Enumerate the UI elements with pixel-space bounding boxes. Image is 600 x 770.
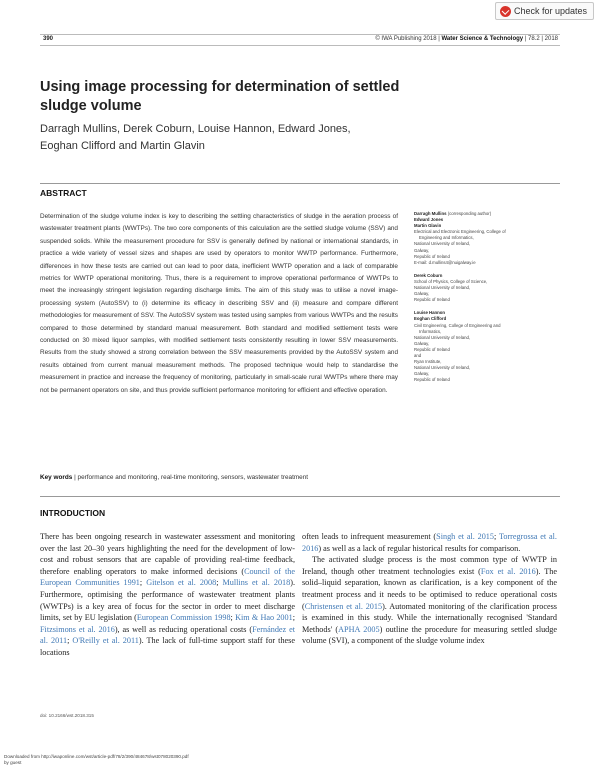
check-for-updates-label: Check for updates — [513, 6, 587, 16]
citation-link[interactable]: Fitzsimons et al. 2016 — [40, 624, 115, 634]
citation-link[interactable]: Torregrossa et al. 2016 — [302, 532, 557, 553]
abstract-heading: ABSTRACT — [40, 188, 87, 198]
doi: doi: 10.2166/wst.2018.315 — [40, 713, 94, 718]
abstract-rule — [40, 183, 560, 184]
intro-left-column — [40, 531, 295, 659]
affiliation-block: Darragh Mullins (corresponding author) Edward Jones Martin Glavin Electrical and Electronic Engineering, College of Engineering and Informatics, National University of Ireland, Galway, Republic of Ireland E-mail: d.mullins4@nuigalway.ie — [414, 211, 554, 266]
publisher: © IWA Publishing 2018 — [375, 36, 437, 42]
citation-link[interactable]: Fernández et al. 2011 — [40, 624, 295, 646]
download-notice: Downloaded from http://iwaponline.com/wst/article-pdf/78/2/390/484678/wst078020390.pdf by guest — [4, 754, 189, 765]
year: 2018 — [544, 36, 558, 42]
citation-link[interactable]: APHA 2005 — [338, 624, 380, 634]
abstract-text: Determination of the sludge volume index is key to describing the settling characteristics of sludge in the aeration process of wastewater treatment plants (WWTPs). The two core components of this calculation are the settled sludge volume (SSV) and suspended solids. While the measurement procedure for SSV is generally defined by national or international standards, in practice a wide variety of vessel sizes and shapes are used by operators to monitor WWTP performance. Furthermore, differences in how these tests are carried out can lead to poor data, inefficient WWTP operation and a lack of comparable metrics for WWTP operational monitoring. Thus, there is a requirement to improve operational performance of WWTPs to meet the increasingly stringent legislation regarding discharge limits. The aim of this study was to utilise a novel image-processing system (AutoSSV) to (i) determine its efficacy in describing SSV and (ii) measure and compare different methodologies for measurement of SSV. The AutoSSV system was tested using samples from various WWTPs and the results compared to those determined by standard manual measurement. Both standard and modified settlement tests were conducted on 30 mixed liquor samples, with modified settlement tests consistently resulting in lower SSV measurements. Results from the study showed a strong correlation between the SSV measurements provided by the AutoSSV system and results obtained from current manual measurement methods. The proposed technique would help to standardise the measurement in practice and increase the frequency of monitoring, particularly in small-scale rural WWTPs where there may not be permanent operators on site, and thus provide sufficient performance monitoring for efficient and effective operation. — [40, 213, 398, 394]
header-bottom-rule — [40, 45, 560, 46]
intro-right-column — [302, 531, 557, 647]
citation-link[interactable]: O'Reilly et al. 2011 — [72, 636, 139, 646]
volume: 78.2 — [528, 36, 540, 42]
article-title: Using image processing for determination of settled sludge volume — [40, 79, 400, 114]
introduction-rule — [40, 496, 560, 497]
intro-paragraph: The activated sludge process is the most common type of WWTP in Ireland, though other treatment technologies exist (Fox et al. 2016). The solid–liquid separation, known as clarification, is a key component of the treatment process and it needs to be optimised to reduce operational costs (Christensen et al. 2015). Automated monitoring of the clarification process is examined in this study. While the internationally recognised 'Standard Methods' (APHA 2005) outline the procedure for measuring settled sludge volume (SVI), a component of the sludge volume index — [302, 555, 558, 646]
affiliation-block: Louise Hannon Eoghan Clifford Civil Engineering, College of Engineering and Informatics, National University of Ireland, Galway, Republic of Ireland and Ryan Institute, National University of Ireland, Galway, Republic of Ireland — [414, 310, 501, 383]
article-authors: Darragh Mullins, Derek Coburn, Louise Hannon, Edward Jones, Eoghan Clifford and Martin Glavin — [40, 123, 351, 152]
check-icon — [500, 6, 511, 17]
corresponding-email: E-mail: d.mullins4@nuigalway.ie — [414, 259, 476, 265]
intro-paragraph: There has been ongoing research in wastewater assessment and monitoring over the last 20–30 years highlighting the need for the development of low-cost and robust sensors that are capable of providing real-time feedback, therefore enabling operators to make informed decisions (Council of the European Communities 1991; Gitelson et al. 2008; Mullins et al. 2018). Furthermore, optimising the performance of wastewater treatment plants (WWTPs) is a key area of focus for the sector in order to meet discharge limits, set by EU legislation (European Commission 1998; Kim & Hao 2001; Fitzsimons et al. 2016), as well as reducing operational costs (Fernández et al. 2011; O'Reilly et al. 2011). The lack of full-time support staff for these locations — [40, 532, 296, 657]
introduction-heading: INTRODUCTION — [40, 508, 106, 518]
journal-header: © IWA Publishing 2018 | Water Science & Technology | 78.2 | 2018 — [375, 36, 558, 42]
citation-link[interactable]: Christensen et al. 2015 — [304, 601, 383, 611]
header-top-rule — [40, 34, 560, 35]
citation-link[interactable]: Singh et al. 2015 — [436, 532, 494, 541]
affiliation-block: Derek Coburn School of Physics, College of Science, National University of Ireland, Galway, Republic of Ireland — [414, 272, 488, 303]
journal-name: Water Science & Technology — [441, 36, 524, 42]
intro-paragraph: often leads to infrequent measurement (Singh et al. 2015; Torregrossa et al. 2016) as well as a lack of regular historical results for comparison. — [302, 532, 557, 553]
affiliations — [414, 211, 554, 390]
page-number: 390 — [43, 36, 54, 42]
citation-link[interactable]: Gitelson et al. 2008 — [146, 578, 217, 588]
check-for-updates-button[interactable] — [495, 2, 594, 20]
citation-link[interactable]: Council of the European Communities 1991 — [40, 566, 296, 588]
citation-link[interactable]: Fox et al. 2016 — [480, 566, 536, 576]
citation-link[interactable]: Mullins et al. 2018 — [222, 578, 291, 588]
keywords-label: Key words — [40, 474, 73, 481]
citation-link[interactable]: European Commission 1998 — [136, 613, 231, 623]
keywords-list: performance and monitoring, real-time monitoring, sensors, wastewater treatment — [77, 474, 309, 481]
citation-link[interactable]: Kim & Hao 2001 — [235, 613, 293, 623]
keywords: Key words | performance and monitoring, real-time monitoring, sensors, wastewater treatment — [40, 474, 309, 481]
